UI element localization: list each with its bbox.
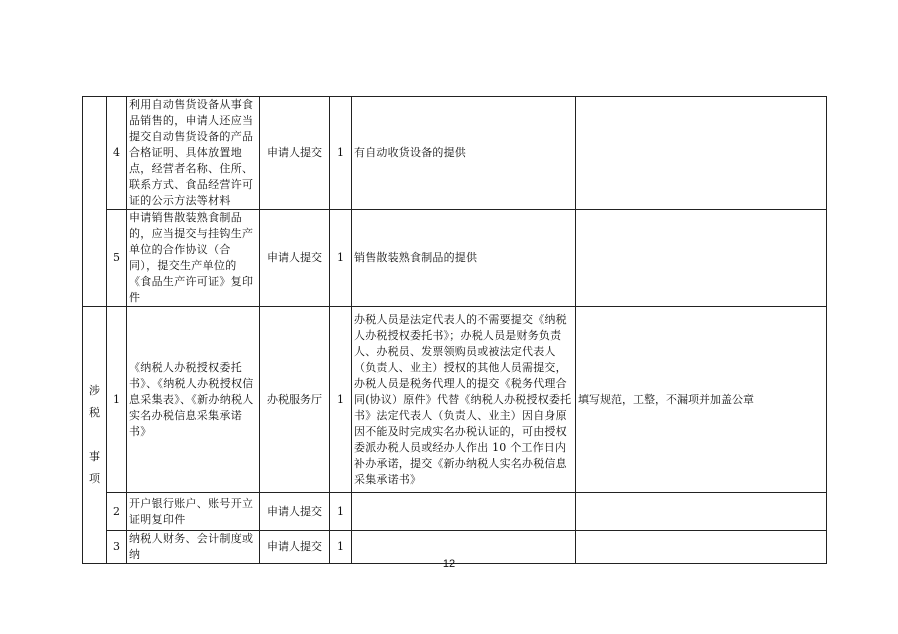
table-row bbox=[83, 97, 827, 210]
requirement-cell bbox=[352, 493, 576, 531]
row-number: 2 bbox=[107, 493, 127, 531]
requirement-cell: 有自动收货设备的提供 bbox=[352, 97, 576, 210]
material-cell: 开户银行账户、账号开立证明复印件 bbox=[127, 493, 260, 531]
count-cell: 1 bbox=[330, 307, 352, 493]
count-cell: 1 bbox=[330, 493, 352, 531]
category-cell bbox=[83, 97, 107, 307]
note-cell bbox=[576, 493, 827, 531]
requirement-cell: 办税人员是法定代表人的不需要提交《纳税人办税授权委托书》；办税人员是财务负责人、办税员、发票领购员或被法定代表人（负责人、业主）授权的其他人员需提交，办税人员是税务代理人的提交《税务代理合同(协议）原件》代替《纳税人办税授权委托书》法定代表人（负责人、业主）因自身原因不能及时完成实名办税认证的，可由授权委派办税人员或经办人作出 10 个工作日内补办承诺，提交《新办纳税人实名办税信息采集承诺书》 bbox=[352, 307, 576, 493]
material-cell: 申请销售散装熟食制品的，应当提交与挂钩生产单位的合作协议（合同），提交生产单位的《食品生产许可证》复印件 bbox=[127, 210, 260, 307]
source-cell: 申请人提交 bbox=[260, 210, 330, 307]
page-number: 12 bbox=[442, 558, 456, 570]
note-cell bbox=[576, 210, 827, 307]
category-label: 涉 税 事 项 bbox=[89, 384, 100, 485]
note-cell: 填写规范，工整，不漏项并加盖公章 bbox=[576, 307, 827, 493]
count-cell: 1 bbox=[330, 97, 352, 210]
material-cell: 《纳税人办税授权委托书》、《纳税人办税授权信息采集表》、《新办纳税人实名办税信息采集承诺书》 bbox=[127, 307, 260, 493]
note-cell bbox=[576, 97, 827, 210]
row-number: 5 bbox=[107, 210, 127, 307]
row-number: 3 bbox=[107, 531, 127, 564]
table-row bbox=[83, 307, 827, 493]
material-cell: 利用自动售货设备从事食品销售的，申请人还应当提交自动售货设备的产品合格证明、具体放置地点，经营者名称、住所、联系方式、食品经营许可证的公示方法等材料 bbox=[127, 97, 260, 210]
row-number: 1 bbox=[107, 307, 127, 493]
requirement-cell: 销售散装熟食制品的提供 bbox=[352, 210, 576, 307]
count-cell: 1 bbox=[330, 210, 352, 307]
count-cell: 1 bbox=[330, 531, 352, 564]
row-number: 4 bbox=[107, 97, 127, 210]
material-cell: 纳税人财务、会计制度或纳 bbox=[127, 531, 260, 564]
source-cell: 申请人提交 bbox=[260, 97, 330, 210]
table-row bbox=[83, 493, 827, 531]
category-cell bbox=[83, 307, 107, 564]
source-cell: 申请人提交 bbox=[260, 531, 330, 564]
table-row bbox=[83, 210, 827, 307]
materials-table bbox=[82, 96, 827, 564]
source-cell: 申请人提交 bbox=[260, 493, 330, 531]
source-cell: 办税服务厅 bbox=[260, 307, 330, 493]
